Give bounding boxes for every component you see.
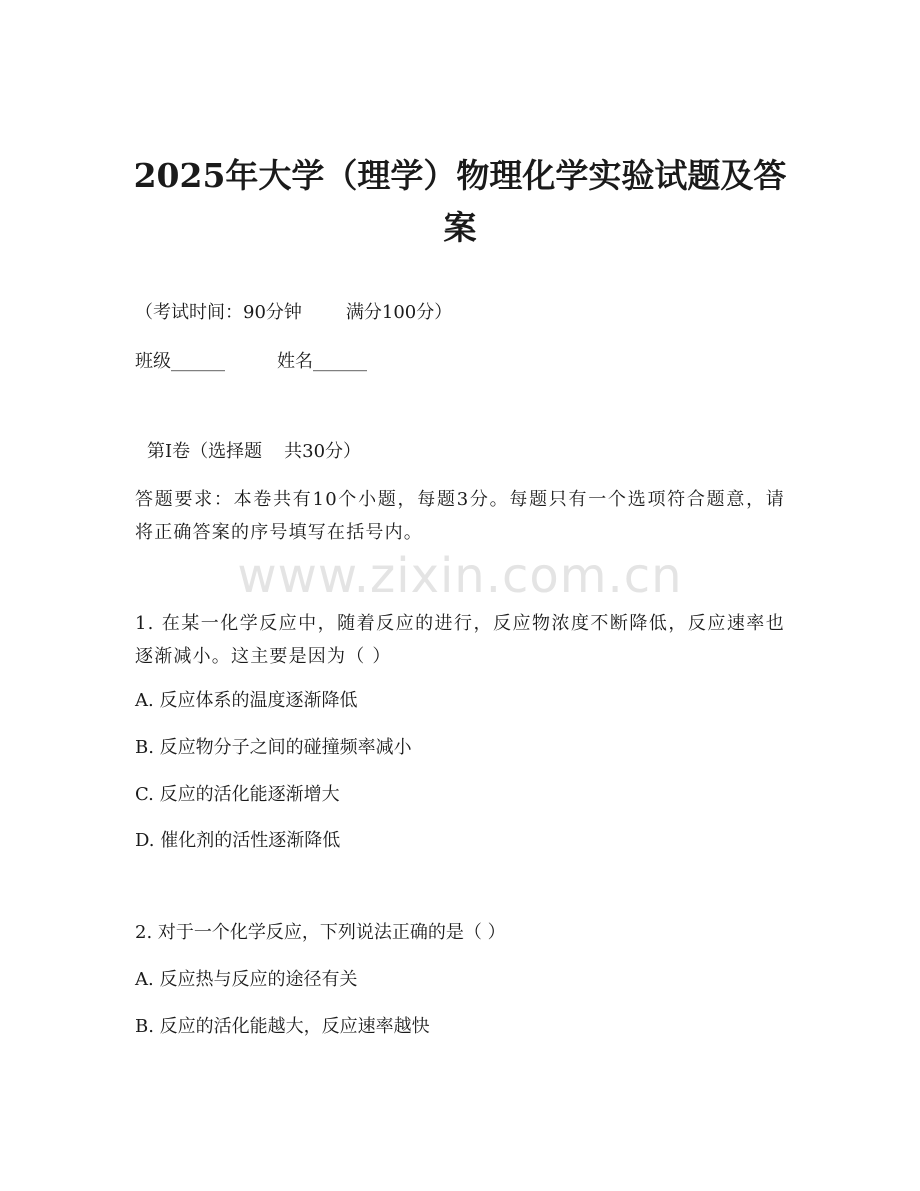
student-fields	[135, 349, 367, 375]
question-1-stem: 1. 在某一化学反应中，随着反应的进行，反应物浓度不断降低，反应速率也逐渐减小。这主要是因为（ ）	[135, 613, 785, 667]
question-2-stem: 2. 对于一个化学反应，下列说法正确的是（ ）	[135, 922, 506, 943]
instructions: 答题要求：本卷共有10个小题，每题3分。每题只有一个选项符合题意，请将正确答案的序号填写在括号内。	[135, 489, 785, 543]
section-part-label: 第Ⅰ卷（选择题	[147, 441, 263, 462]
question-1-option-b: B. 反应物分子之间的碰撞频率减小	[135, 737, 412, 758]
name-field: 姓名______	[277, 351, 367, 372]
document-title	[100, 150, 820, 254]
section-total: 共30分）	[284, 441, 362, 462]
title-line-2: 案	[443, 208, 477, 247]
section-heading	[147, 439, 361, 465]
exam-time: （考试时间：90分钟	[135, 302, 302, 323]
class-field: 班级______	[135, 351, 225, 372]
title-line-1: 2025年大学（理学）物理化学实验试题及答	[133, 156, 787, 195]
question-2-option-a: A. 反应热与反应的途径有关	[135, 969, 358, 990]
question-1-option-c: C. 反应的活化能逐渐增大	[135, 784, 340, 805]
question-1-option-d: D. 催化剂的活性逐渐降低	[135, 830, 341, 851]
exam-score: 满分100分）	[345, 302, 453, 323]
question-1-option-a: A. 反应体系的温度逐渐降低	[135, 690, 358, 711]
watermark: www.zixin.com.cn	[237, 548, 683, 604]
question-2-option-b: B. 反应的活化能越大，反应速率越快	[135, 1016, 430, 1037]
exam-info	[135, 300, 452, 326]
